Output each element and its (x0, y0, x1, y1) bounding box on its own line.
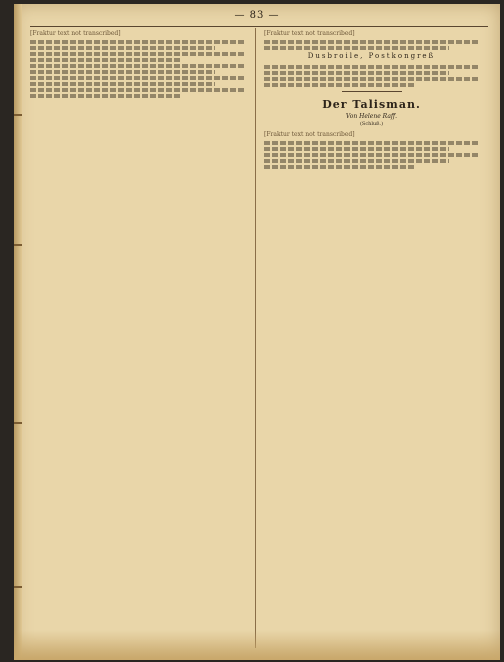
text-line-placeholder (264, 65, 479, 69)
binding-mark (14, 422, 22, 424)
story-title: Der Talisman. (322, 98, 421, 111)
binding-mark (14, 244, 22, 246)
section-byline: Dusbroile, Postkongreß (307, 52, 436, 60)
text-line-placeholder (264, 46, 449, 50)
right-column-placeholder-note: [Fraktur text not transcribed] (264, 30, 355, 37)
story-author: Von Helene Raff. (345, 113, 398, 120)
story-part-label: (Schluß.) (359, 121, 384, 127)
text-line-placeholder (264, 147, 449, 151)
text-line-placeholder (30, 58, 181, 62)
text-line-placeholder (30, 40, 245, 44)
text-line-placeholder (30, 88, 245, 92)
column-divider (255, 28, 256, 648)
page-header (14, 10, 500, 26)
text-line-placeholder (264, 71, 449, 75)
text-line-placeholder (264, 77, 479, 81)
right-column (264, 28, 479, 648)
text-line-placeholder (264, 153, 479, 157)
text-line-placeholder (264, 40, 479, 44)
newspaper-page (14, 4, 500, 660)
text-line-placeholder (264, 165, 415, 169)
text-line-placeholder (30, 94, 181, 98)
left-column (30, 28, 245, 648)
text-line-placeholder (30, 70, 215, 74)
text-line-placeholder (264, 141, 479, 145)
story-divider (342, 91, 402, 92)
text-line-placeholder (30, 76, 245, 80)
page-number: — 83 — (234, 10, 280, 21)
binding-mark (14, 114, 22, 116)
page-bottom-shadow (14, 630, 500, 660)
binding-mark (14, 586, 22, 588)
text-line-placeholder (264, 83, 415, 87)
text-line-placeholder (30, 64, 245, 68)
header-rule (30, 26, 488, 27)
left-column-placeholder-note: [Fraktur text not transcribed] (30, 30, 121, 37)
text-line-placeholder (30, 82, 215, 86)
text-line-placeholder (30, 52, 245, 56)
story-placeholder-note: [Fraktur text not transcribed] (264, 131, 355, 138)
text-line-placeholder (30, 46, 215, 50)
page-edge-shadow (14, 4, 22, 660)
text-line-placeholder (264, 159, 449, 163)
